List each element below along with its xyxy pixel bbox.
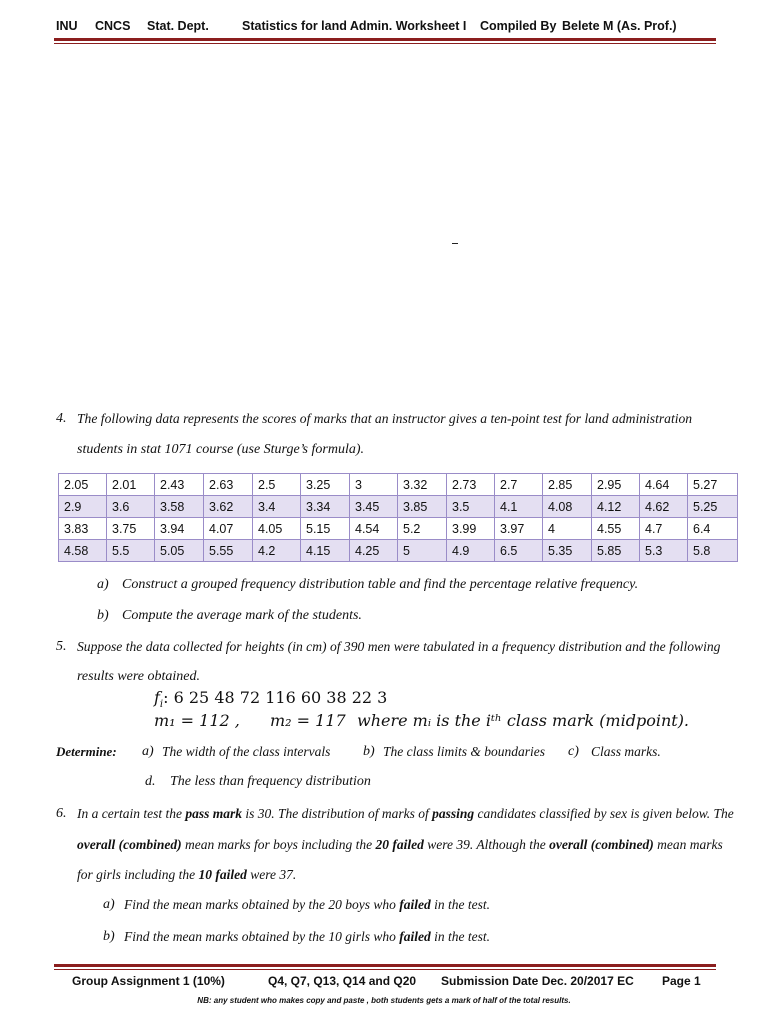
q5-b-label: b)	[363, 744, 375, 759]
table-cell: 4.55	[592, 518, 640, 540]
q6-l1-text-a: In a certain test the	[77, 806, 186, 821]
table-cell: 2.43	[155, 474, 204, 496]
q6-b-text	[124, 928, 490, 946]
footer-rule-thick	[54, 964, 716, 967]
table-cell: 4.64	[640, 474, 688, 496]
table-cell: 3.94	[155, 518, 204, 540]
q5-c-text: Class marks.	[591, 744, 661, 759]
q4-line1: The following data represents the scores of marks that an instructor gives a ten-point test for land administration	[77, 411, 693, 426]
q5-freq-values: : 6 25 48 72 116 60 38 22 3	[163, 688, 388, 707]
table-row	[59, 474, 738, 496]
header-college: CNCS	[95, 19, 131, 33]
footer-submission: Submission Date Dec. 20/2017 EC	[441, 974, 634, 988]
footer-note: NB: any student who makes copy and paste , both students gets a mark of half of the total results.	[197, 996, 571, 1005]
q4-number: 4.	[56, 411, 67, 426]
q6-l1-text-b: is 30. The distribution of marks of	[242, 806, 433, 821]
header-compiled-label: Compiled By	[480, 19, 557, 33]
q6-20-failed: 20 failed	[375, 837, 424, 852]
table-cell: 4	[543, 518, 592, 540]
footer-questions: Q4, Q7, Q13, Q14 and Q20	[268, 974, 417, 988]
q6-10-failed: 10 failed	[198, 867, 247, 882]
table-cell: 5.05	[155, 540, 204, 562]
header-university: INU	[56, 19, 78, 33]
header-rule-thick	[54, 38, 716, 41]
table-cell: 3.45	[350, 496, 398, 518]
table-cell: 3.85	[398, 496, 447, 518]
q4-a-text: Construct a grouped frequency distribution table and find the percentage relative frequency.	[122, 577, 639, 592]
table-cell: 3.4	[253, 496, 301, 518]
table-cell: 4.62	[640, 496, 688, 518]
header-rule-thin	[54, 43, 716, 44]
table-cell: 2.7	[495, 474, 543, 496]
q6-b-failed: failed	[399, 929, 431, 944]
q5-freq-symbol: f	[154, 688, 160, 707]
q6-a-label: a)	[103, 897, 115, 912]
table-cell: 3.25	[301, 474, 350, 496]
q6-l3-text-a: for girls including the	[77, 867, 199, 882]
table-cell: 3.34	[301, 496, 350, 518]
q6-a-text	[124, 896, 490, 914]
q5-d-text: The less than frequency distribution	[170, 774, 371, 789]
table-cell: 4.07	[204, 518, 253, 540]
table-cell: 4.58	[59, 540, 107, 562]
q5-determine: Determine:	[56, 744, 117, 759]
table-cell: 5.35	[543, 540, 592, 562]
q5-a-label: a)	[142, 744, 154, 759]
q4-a-label: a)	[97, 577, 109, 592]
table-cell: 5.85	[592, 540, 640, 562]
q6-l2-text-a: mean marks for boys including the	[181, 837, 376, 852]
q6-l3-text-b: were 37.	[246, 867, 297, 882]
table-cell: 2.01	[107, 474, 155, 496]
table-cell: 4.25	[350, 540, 398, 562]
q5-d-label: d.	[145, 774, 156, 789]
table-cell: 4.05	[253, 518, 301, 540]
table-cell: 3.83	[59, 518, 107, 540]
q4-b-text: Compute the average mark of the students.	[122, 608, 362, 623]
q6-passing: passing	[432, 806, 475, 821]
q6-b-text-1: Find the mean marks obtained by the 10 girls who	[124, 929, 400, 944]
table-cell: 5.15	[301, 518, 350, 540]
table-cell: 3	[350, 474, 398, 496]
table-cell: 4.12	[592, 496, 640, 518]
table-cell: 2.95	[592, 474, 640, 496]
table-cell: 2.9	[59, 496, 107, 518]
table-cell: 5.25	[688, 496, 738, 518]
table-cell: 5.5	[107, 540, 155, 562]
table-cell: 4.15	[301, 540, 350, 562]
q6-a-failed: failed	[399, 897, 431, 912]
table-cell: 4.54	[350, 518, 398, 540]
q5-b-text: The class limits & boundaries	[383, 744, 546, 759]
q6-line3	[77, 866, 296, 884]
table-cell: 6.4	[688, 518, 738, 540]
q6-pass-mark: pass mark	[185, 806, 242, 821]
q5-line1: Suppose the data collected for heights (in cm) of 390 men were tabulated in a frequency distribution and the following	[77, 639, 721, 654]
table-cell: 2.85	[543, 474, 592, 496]
q5-line2: results were obtained.	[77, 669, 201, 684]
q6-line1	[77, 805, 734, 823]
q6-number: 6.	[56, 806, 67, 821]
q4-line2: students in stat 1071 course (use Sturge’s formula).	[77, 442, 364, 457]
q6-line2	[77, 836, 723, 854]
table-cell: 5.8	[688, 540, 738, 562]
q6-overall-boys: overall (combined)	[77, 837, 182, 852]
table-cell: 4.1	[495, 496, 543, 518]
table-cell: 2.5	[253, 474, 301, 496]
table-cell: 6.5	[495, 540, 543, 562]
footer-assignment: Group Assignment 1 (10%)	[72, 974, 225, 988]
q5-m2: m₂ = 117	[270, 711, 346, 730]
table-cell: 5	[398, 540, 447, 562]
q6-b-label: b)	[103, 929, 115, 944]
table-cell: 5.27	[688, 474, 738, 496]
table-cell: 2.05	[59, 474, 107, 496]
table-cell: 3.6	[107, 496, 155, 518]
table-cell: 3.97	[495, 518, 543, 540]
q5-frequency-line	[154, 688, 387, 710]
table-cell: 4.7	[640, 518, 688, 540]
table-cell: 3.58	[155, 496, 204, 518]
table-row	[59, 496, 738, 518]
q6-l1-text-c: candidates classified by sex is given below. The	[474, 806, 734, 821]
table-row	[59, 518, 738, 540]
table-cell: 3.99	[447, 518, 495, 540]
q6-b-text-2: in the test.	[430, 929, 490, 944]
q5-number: 5.	[56, 639, 67, 654]
scores-table	[58, 473, 738, 562]
q5-where: where mᵢ is the iᵗʰ class mark (midpoint).	[357, 711, 690, 730]
q6-l2-text-c: mean marks	[653, 837, 723, 852]
table-cell: 4.2	[253, 540, 301, 562]
header-department: Stat. Dept.	[147, 19, 209, 33]
table-cell: 3.62	[204, 496, 253, 518]
header-course-title: Statistics for land Admin. Worksheet I	[242, 19, 467, 33]
header-author: Belete M (As. Prof.)	[562, 19, 677, 33]
table-cell: 2.73	[447, 474, 495, 496]
q4-b-label: b)	[97, 608, 109, 623]
q5-m1: m₁ = 112 ,	[154, 711, 240, 730]
table-cell: 2.63	[204, 474, 253, 496]
footer-rule-thin	[54, 969, 716, 970]
q6-overall-girls: overall (combined)	[549, 837, 654, 852]
q5-a-text: The width of the class intervals	[162, 744, 331, 759]
stray-mark	[452, 243, 458, 244]
table-row	[59, 540, 738, 562]
table-cell: 5.55	[204, 540, 253, 562]
q6-a-text-2: in the test.	[430, 897, 490, 912]
table-cell: 4.08	[543, 496, 592, 518]
table-cell: 5.3	[640, 540, 688, 562]
table-cell: 5.2	[398, 518, 447, 540]
q5-freq-subscript: i	[159, 699, 164, 711]
q6-l2-text-b: were 39. Although the	[423, 837, 550, 852]
q6-a-text-1: Find the mean marks obtained by the 20 boys who	[124, 897, 400, 912]
table-cell: 3.32	[398, 474, 447, 496]
table-cell: 3.5	[447, 496, 495, 518]
q5-c-label: c)	[568, 744, 579, 759]
table-cell: 3.75	[107, 518, 155, 540]
table-cell: 4.9	[447, 540, 495, 562]
footer-page: Page 1	[662, 974, 701, 988]
